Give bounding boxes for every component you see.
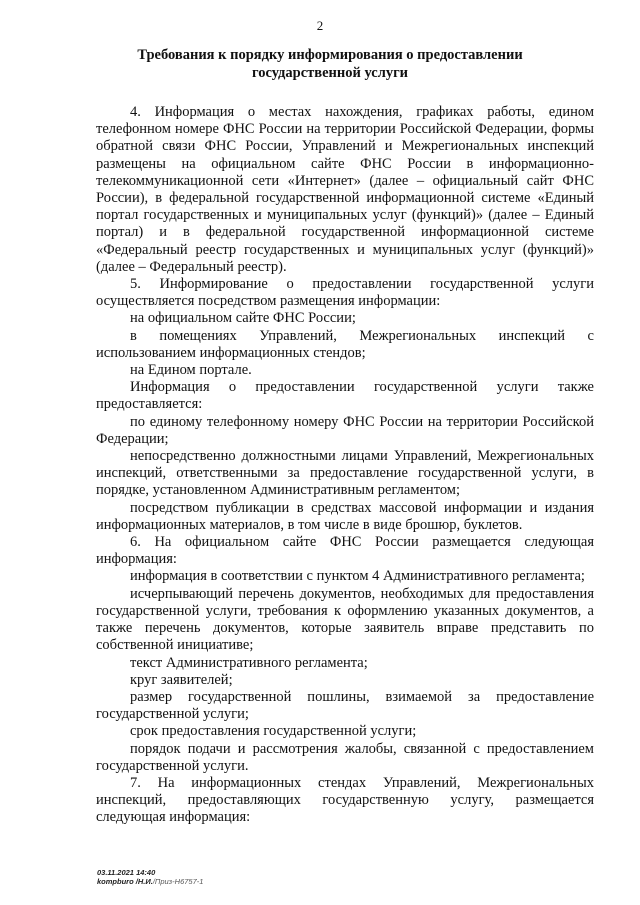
paragraph: информация в соответствии с пунктом 4 Административного регламента; bbox=[130, 568, 585, 585]
paragraph: 4. Информация о местах нахождения, графиках работы, едином телефонном номере ФНС России на территории Российской Федерации, формы обратной связи ФНС России, Управлений и Межрегиональных инспекций размещены на официальном сайте ФНС России в информационно-телекоммуникационной сети «Интернет» (далее – официальный сайт ФНС России), в федеральной государственной информационной системе «Единый портал государственных и муниципальных услуг (функций)» (далее – Единый портал) и в федеральной государственной информационной системе «Федеральный реестр государственных и муниципальных услуг (функций)» (далее – Федеральный реестр). bbox=[96, 104, 594, 275]
paragraph: 5. Информирование о предоставлении государственной услуги осуществляется посредством размещения информации: bbox=[96, 276, 594, 310]
paragraph: 7. На информационных стендах Управлений, Межрегиональных инспекций, предоставляющих государственную услугу, размещается следующая информация: bbox=[96, 774, 594, 826]
paragraph: круг заявителей; bbox=[130, 671, 233, 688]
footer-author: kompburo /Н.И. bbox=[97, 877, 153, 886]
section-title-line-1: Требования к порядку информирования о предоставлении bbox=[137, 47, 523, 63]
footer-file: /Приз-Н6757-1 bbox=[152, 877, 204, 886]
footer-author-line bbox=[97, 877, 203, 886]
paragraph: по единому телефонному номеру ФНС России на территории Российской Федерации; bbox=[96, 413, 594, 447]
paragraph: срок предоставления государственной услуги; bbox=[130, 723, 417, 740]
paragraph: в помещениях Управлений, Межрегиональных инспекций с использованием информационных стендов; bbox=[96, 327, 594, 361]
document-body bbox=[96, 104, 594, 827]
paragraph: посредством публикации в средствах массовой информации и издания информационных материалов, в том числе в виде брошюр, буклетов. bbox=[96, 499, 594, 533]
paragraph: размер государственной пошлины, взимаемой за предоставление государственной услуги; bbox=[96, 688, 594, 723]
paragraph: порядок подачи и рассмотрения жалобы, связанной с предоставлением государственной услуги. bbox=[96, 740, 594, 774]
paragraph: на официальном сайте ФНС России; bbox=[130, 310, 356, 327]
section-title bbox=[60, 46, 600, 82]
paragraph: на Едином портале. bbox=[130, 362, 252, 379]
page-number: 2 bbox=[316, 18, 324, 33]
paragraph: непосредственно должностными лицами Управлений, Межрегиональных инспекций, ответственными за предоставление государственной услуги, в порядке, установленном Административным регламентом; bbox=[96, 448, 594, 499]
footer-date: 03.11.2021 14:40 bbox=[97, 868, 156, 877]
section-title-line-2: государственной услуги bbox=[251, 65, 409, 81]
document-footer bbox=[97, 868, 203, 886]
paragraph: исчерпывающий перечень документов, необходимых для предоставления государственной услуги, требования к оформлению указанных документов, а также перечень документов, которые заявитель вправе представить по собственной инициативе; bbox=[96, 585, 594, 654]
paragraph: Информация о предоставлении государственной услуги также предоставляется: bbox=[96, 379, 594, 413]
paragraph: текст Административного регламента; bbox=[130, 654, 368, 671]
paragraph: 6. На официальном сайте ФНС России размещается следующая информация: bbox=[96, 534, 594, 568]
